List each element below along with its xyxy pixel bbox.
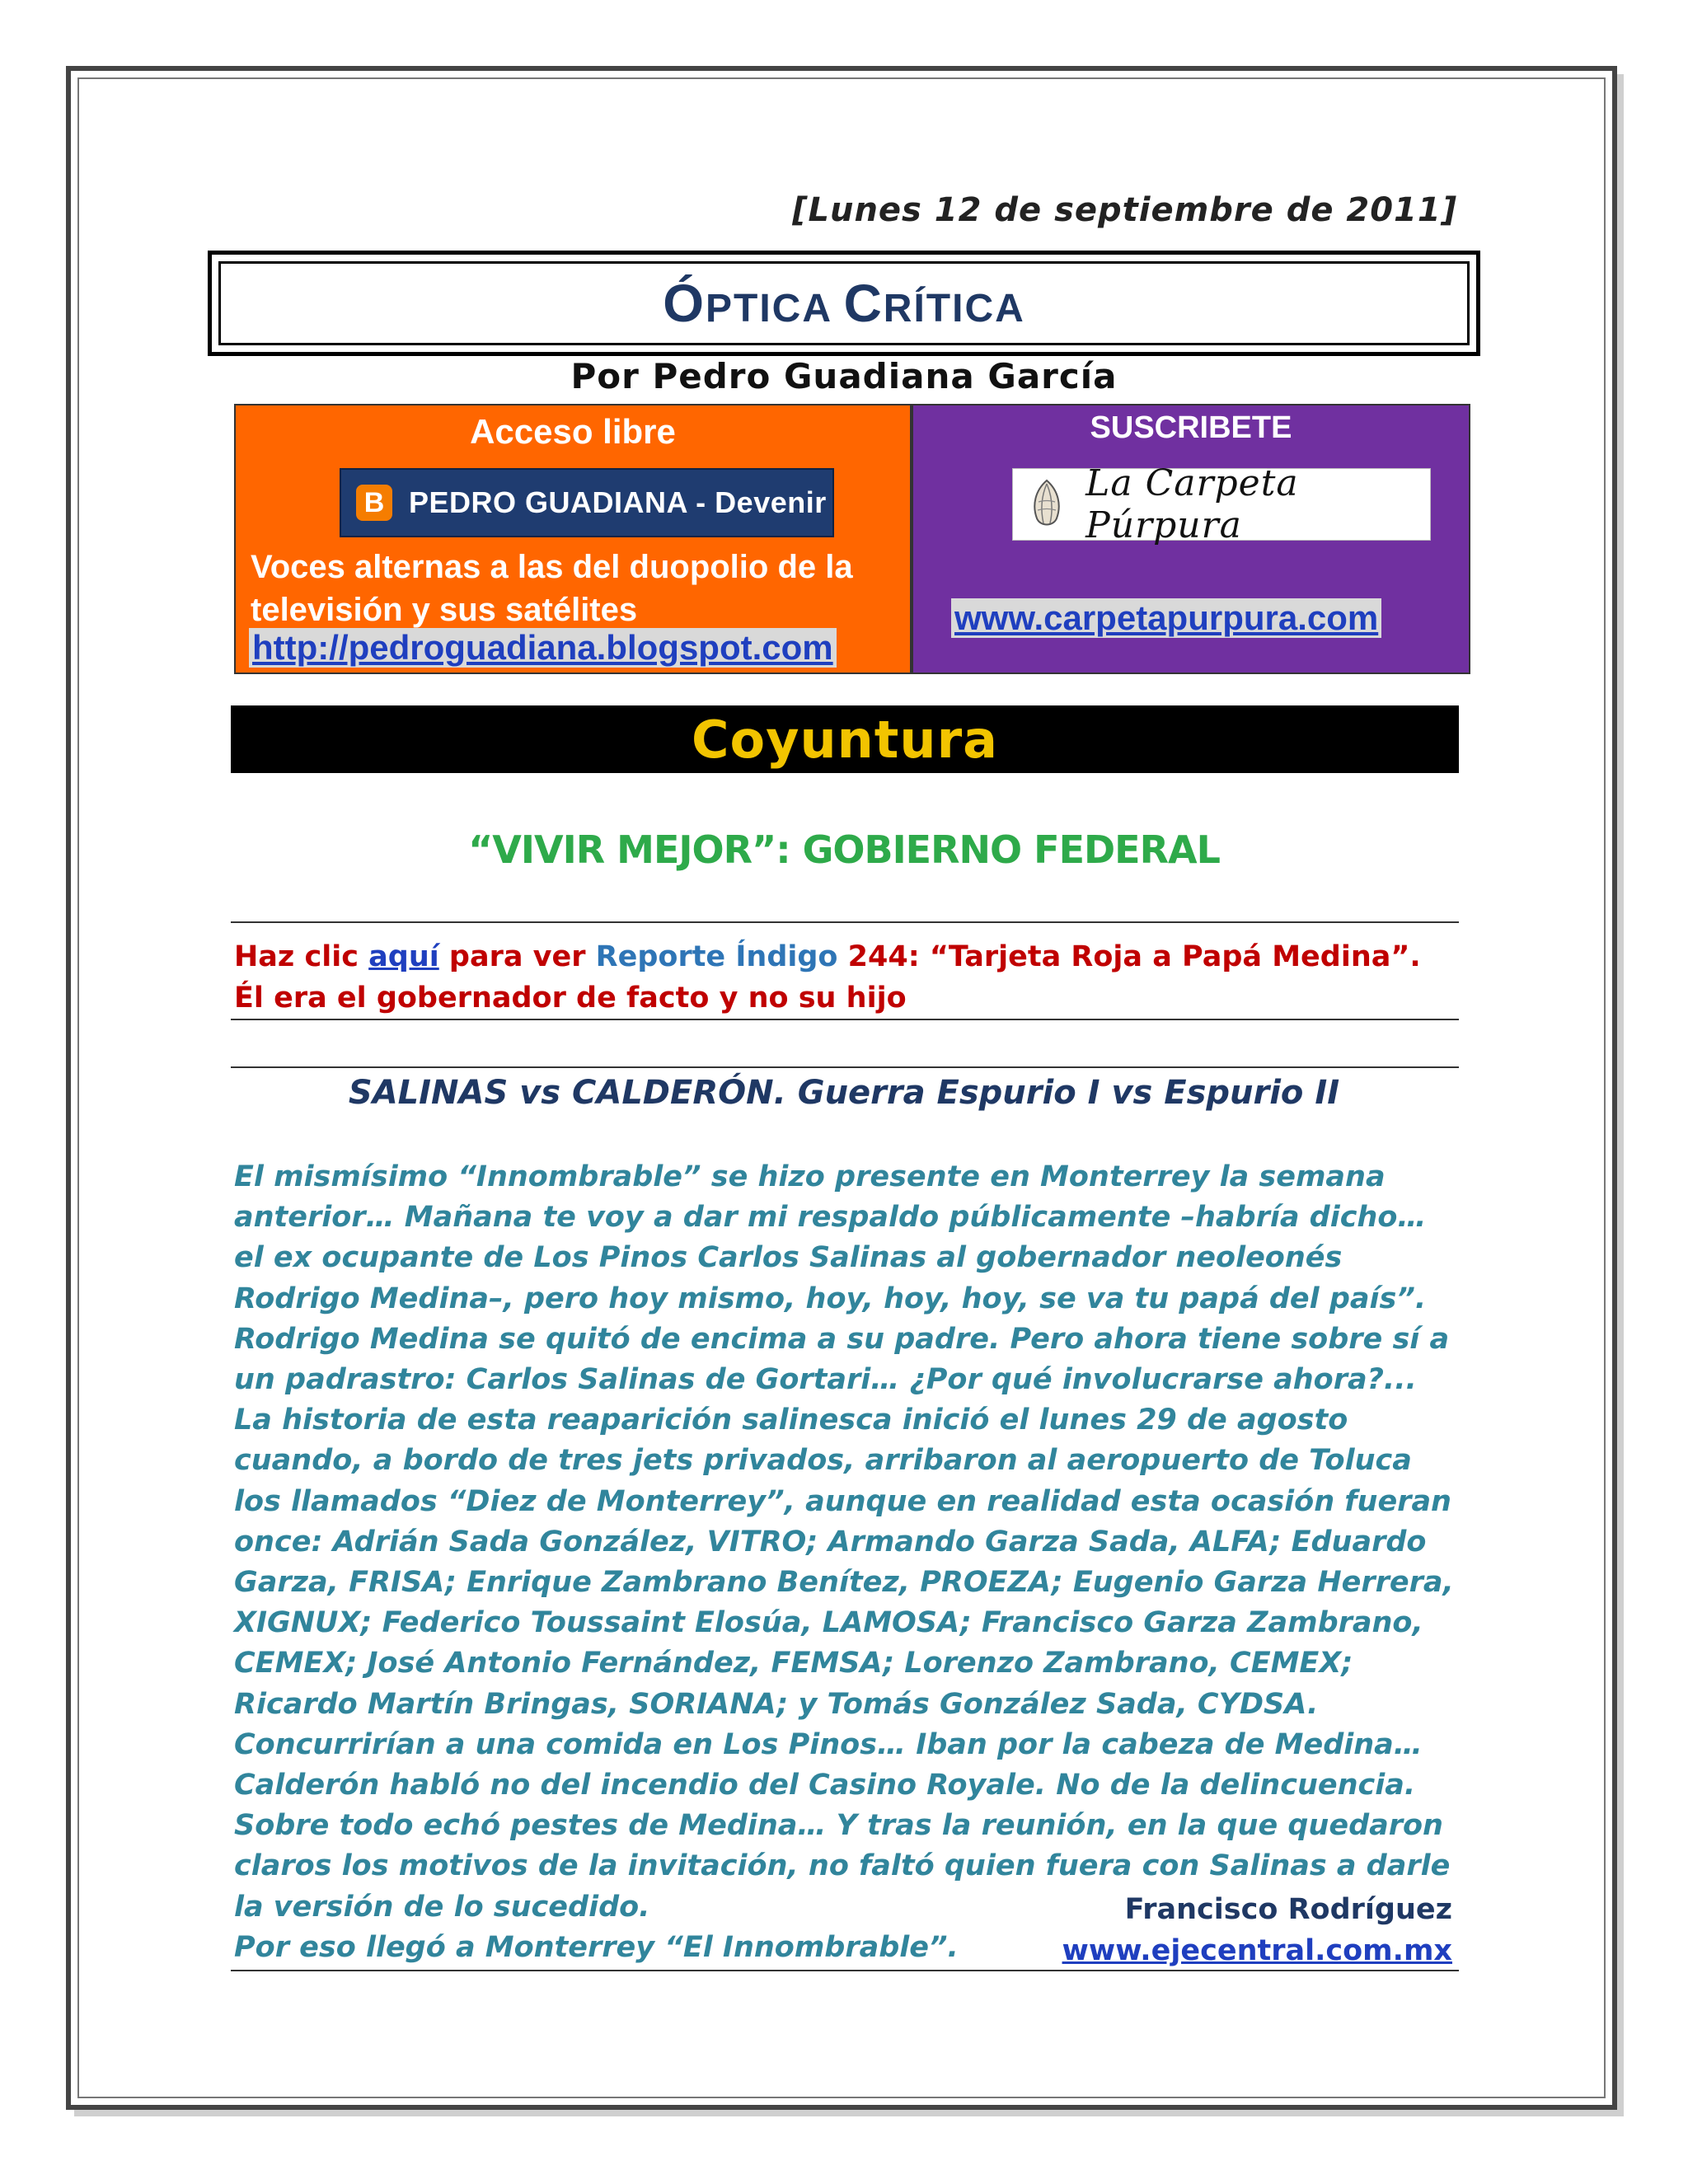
notice-middle: para ver bbox=[438, 940, 596, 973]
section-bar bbox=[231, 705, 1459, 773]
promo-right-heading: SUSCRIBETE bbox=[1090, 410, 1292, 445]
article-paragraph: La historia de esta reaparición salinesca inició el lunes 29 de agosto cuando, a bordo de tres jets privados, arribaron al aeropuerto de Toluca los llamados “Diez de Monterrey”, aunque en realidad esta ocasión fueran once: Adrián Sada González, VITRO; Armando Garza Sada, ALFA; Eduardo Garza, FRISA; Enrique Zambrano Benítez, PROEZA; Eugenio Garza Herrera, XIGNUX; Federico Toussaint Elosúa, LAMOSA; Francisco Garza Zambrano, CEMEX; José Antonio Fernández, FEMSA; Lorenzo Zambrano, CEMEX; Ricardo Martín Bringas, SORIANA; y Tomás González Sada, CYDSA. bbox=[234, 1404, 1454, 1721]
carpeta-logo-text: La Carpeta Púrpura bbox=[1085, 462, 1299, 546]
article-source-link[interactable]: www.ejecentral.com.mx bbox=[1062, 1934, 1452, 1967]
promo-left-description: Voces alternas a las del duopolio de la televisión y sus satélites bbox=[251, 549, 853, 628]
blog-link[interactable]: http://pedroguadiana.blogspot.com bbox=[249, 628, 837, 668]
article-paragraph: El mismísimo “Innombrable” se hizo presente en Monterrey la semana anterior… Mañana te voy a dar mi respaldo públicamente –habría dicho… el ex ocupante de Los Pinos Carlos Salinas al gobernador neoleonés Rodrigo Medina–, pero hoy mismo, hoy, hoy, hoy, se va tu papá del país”. bbox=[234, 1160, 1427, 1315]
carpeta-link[interactable]: www.carpetapurpura.com bbox=[951, 598, 1381, 638]
section-title: Coyuntura bbox=[692, 709, 998, 770]
notice-suffix: 244: “Tarjeta Roja a Papá Medina”. Él era el gobernador de facto y no su hijo bbox=[234, 940, 1421, 1015]
title-letter-2: C bbox=[843, 274, 884, 333]
notice-prefix: Haz clic bbox=[234, 940, 369, 973]
divider-article-top bbox=[231, 1066, 1459, 1068]
carpeta-purpura-logo[interactable] bbox=[1012, 462, 1431, 546]
article-paragraph: Concurrirían a una comida en Los Pinos… Iban por la cabeza de Medina… Calderón habló no del incendio del Casino Royale. No de la delincuencia. Sobre todo echó pestes de Medina… Y tras la reunión, en la que quedaron claros los motivos de la invitación, no faltó quien fuera con Salinas a darle la versión de lo sucedido. bbox=[234, 1727, 1451, 1924]
article-paragraph: Por eso llegó a Monterrey “El Innombrable”. bbox=[234, 1930, 959, 1964]
blogger-badge-text: PEDRO GUADIANA - Devenir bbox=[409, 485, 827, 519]
masthead-author: Por Pedro Guadiana García bbox=[570, 356, 1118, 396]
masthead-box-inner bbox=[218, 261, 1470, 345]
title-part-2: RÍTICA bbox=[883, 287, 1025, 330]
notice-brand-indigo: Índigo bbox=[735, 940, 838, 973]
promo-left-heading: Acceso libre bbox=[470, 412, 676, 451]
divider-article-bottom bbox=[231, 1970, 1459, 1971]
page-shadow-bottom bbox=[74, 2110, 1624, 2116]
shell-icon bbox=[1025, 476, 1069, 533]
article-author: Francisco Rodríguez bbox=[1124, 1893, 1452, 1926]
blogger-badge[interactable] bbox=[340, 468, 834, 537]
article-title: SALINAS vs CALDERÓN. Guerra Espurio I vs Espurio II bbox=[348, 1074, 1340, 1112]
headline: “VIVIR MEJOR”: GOBIERNO FEDERAL bbox=[468, 827, 1220, 872]
article-byline bbox=[1062, 1889, 1452, 1971]
promo-free-access bbox=[234, 404, 912, 674]
divider-notice-bottom bbox=[231, 1019, 1459, 1020]
title-letter-1: Ó bbox=[663, 274, 706, 333]
article-paragraph: Rodrigo Medina se quitó de encima a su padre. Pero ahora tiene sobre sí a un padrastro: Carlos Salinas de Gortari… ¿Por qué involucrarse ahora?... bbox=[234, 1322, 1450, 1397]
promo-subscribe bbox=[912, 404, 1470, 674]
blogger-icon: B bbox=[356, 485, 392, 521]
notice-link[interactable]: aquí bbox=[368, 940, 439, 973]
notice-brand-reporte: Reporte bbox=[595, 940, 726, 973]
article-body bbox=[234, 1157, 1459, 1968]
masthead-box bbox=[208, 251, 1480, 356]
notice-text bbox=[234, 936, 1454, 1019]
title-part-1: PTICA bbox=[706, 287, 844, 330]
divider-top bbox=[231, 921, 1459, 923]
publication-date: [Lunes 12 de septiembre de 2011] bbox=[792, 191, 1457, 229]
masthead-title bbox=[663, 273, 1025, 334]
